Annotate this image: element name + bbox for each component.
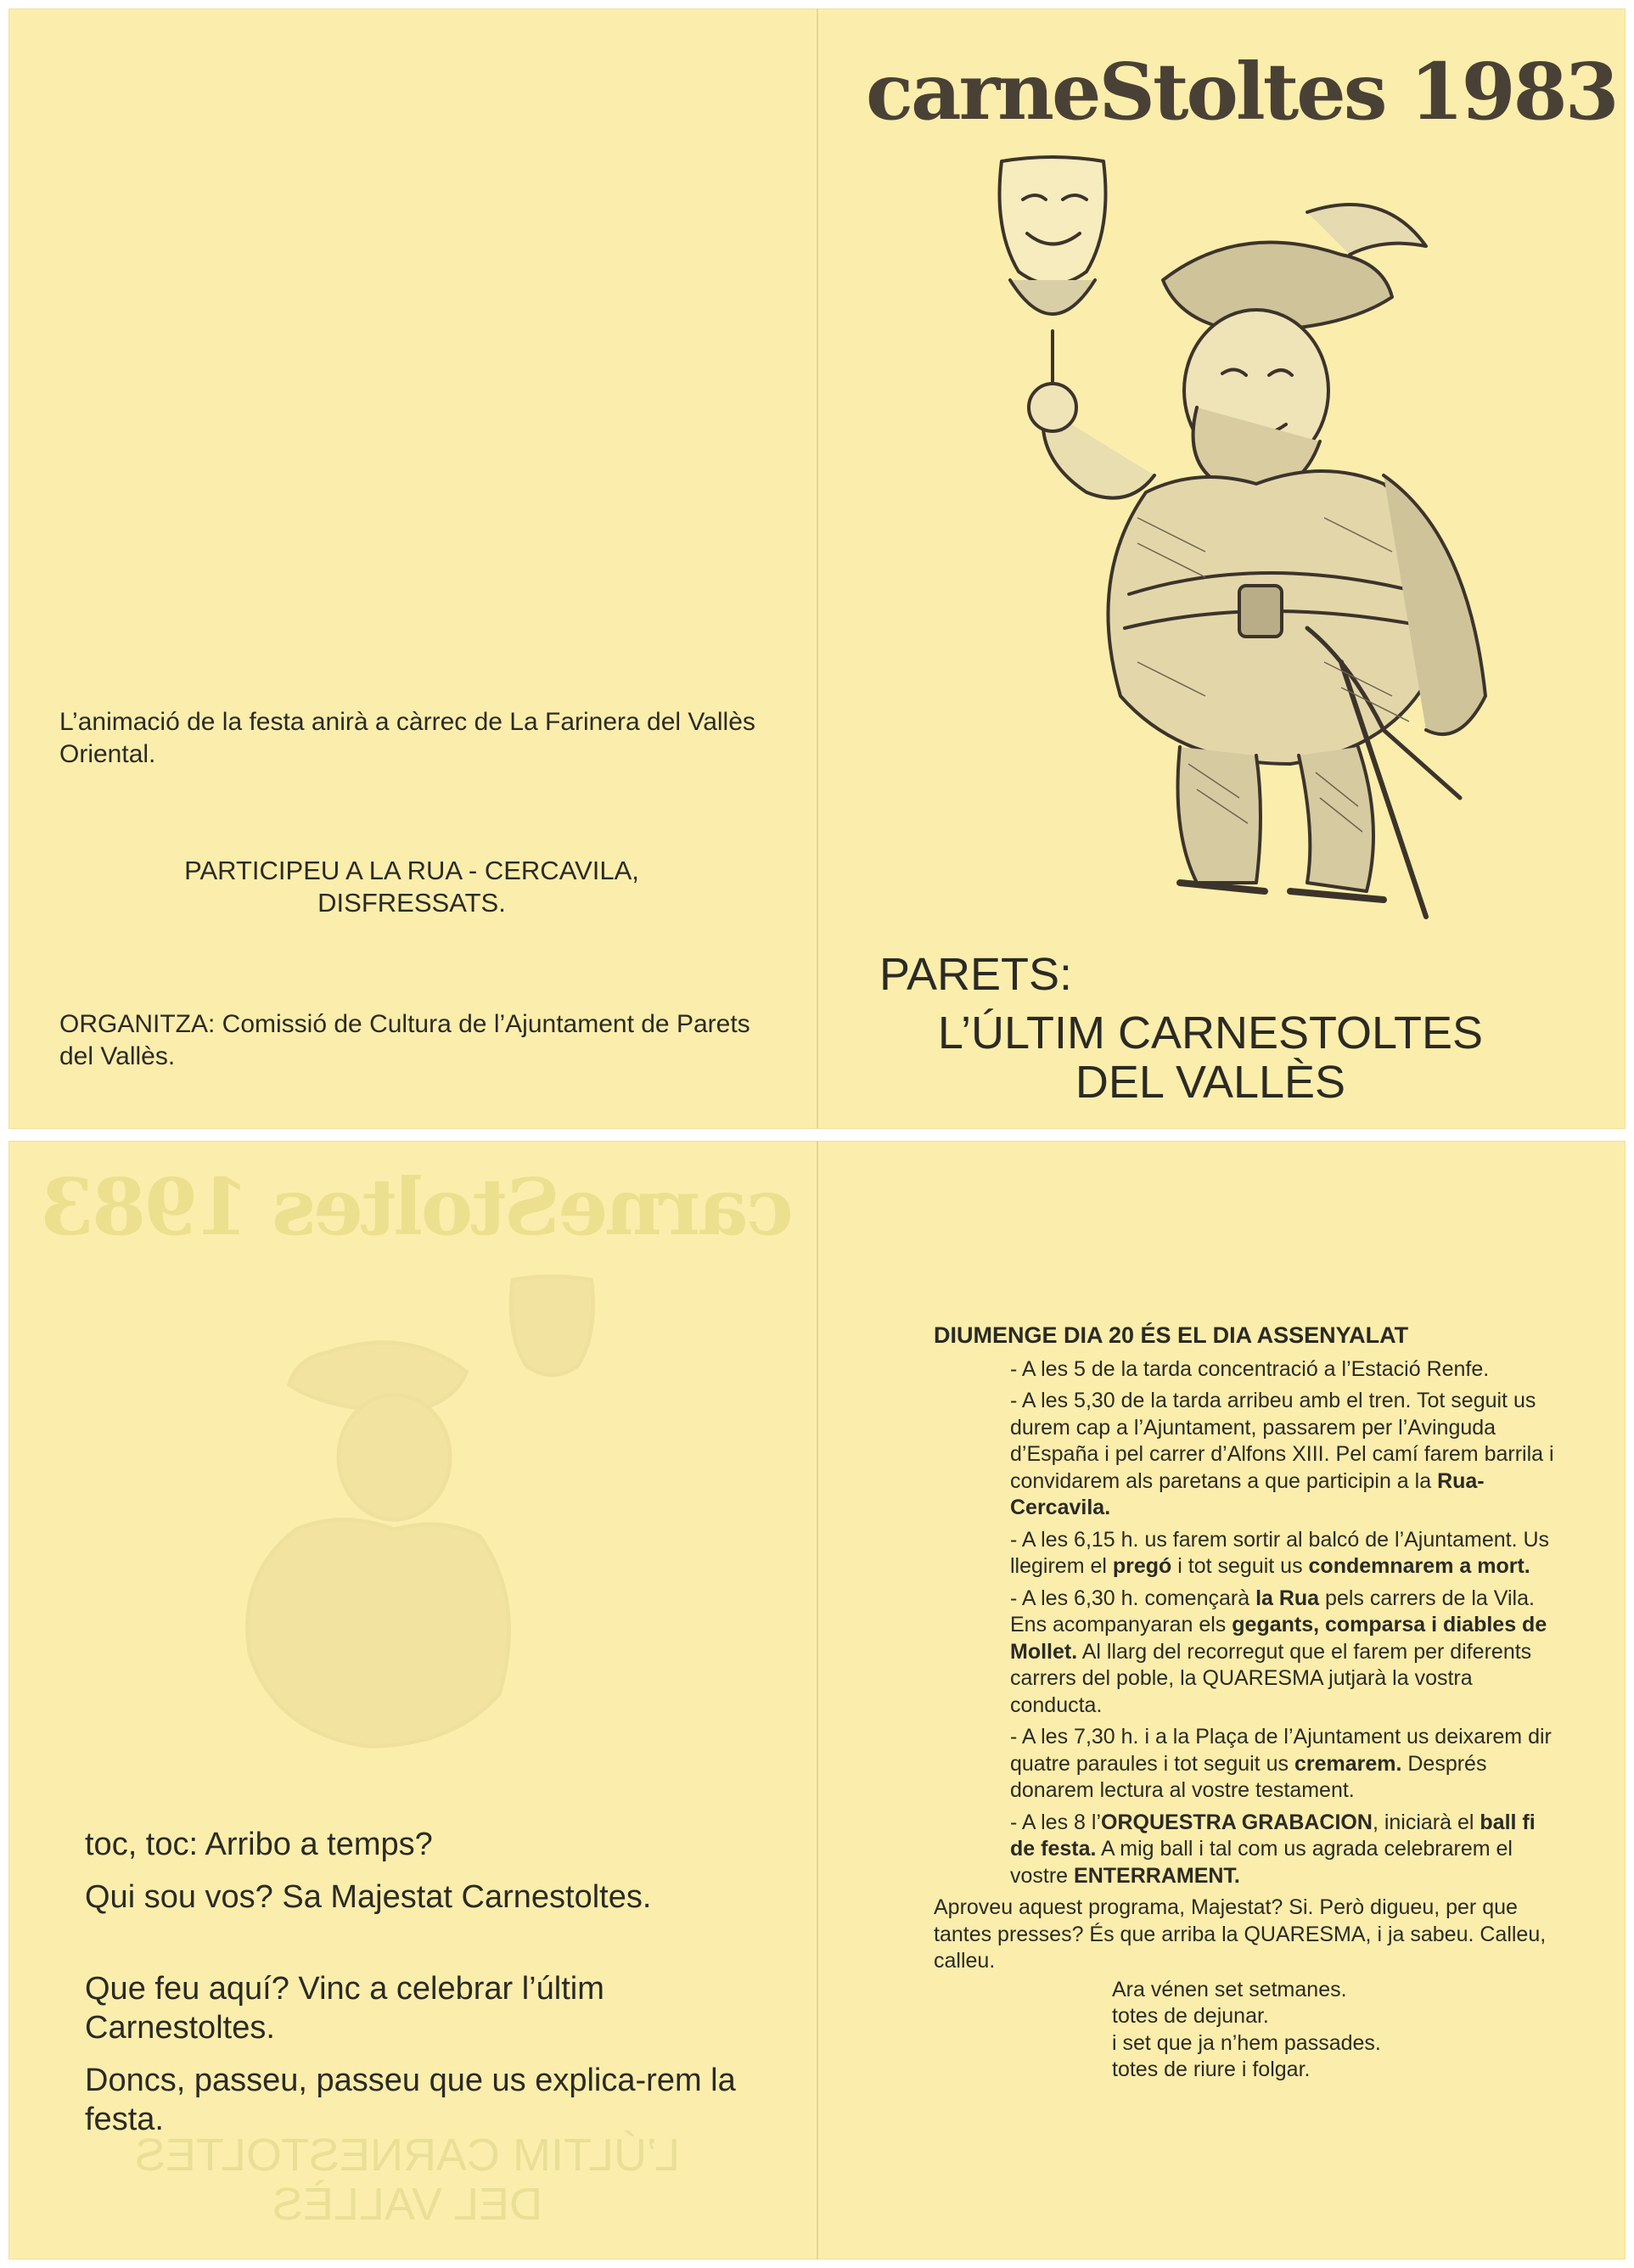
dialogue-line: Que feu aquí? Vinc a celebrar l’últim Carnestoltes. <box>85 1971 604 2046</box>
program-bold: gegants, comparsa i diables de Mollet. <box>1010 1613 1547 1664</box>
program-text: l’ <box>1085 1810 1102 1834</box>
program-item <box>934 1527 1558 1580</box>
program-time: - A les 7,30 h. <box>1010 1725 1139 1749</box>
poem <box>1112 1977 1558 2084</box>
program-bold: Rua-Cercavila. <box>1010 1468 1485 1519</box>
parets-heading: PARETS: <box>879 949 1073 1000</box>
poem-line: Ara vénen set setmanes. <box>1112 1977 1347 2001</box>
participeu-line-1: PARTICIPEU A LA RUA - CERCAVILA, <box>184 856 639 885</box>
program-time: - A les 5 <box>1010 1356 1086 1381</box>
participeu-callout <box>59 855 764 919</box>
program-text: Després donarem lectura al vostre testament. <box>1010 1751 1487 1802</box>
program-bold: ENTERRAMENT. <box>1074 1863 1240 1888</box>
animacio-note: L’animació de la festa anirà a càrrec de La Farinera del Vallès Oriental. <box>59 708 755 768</box>
show-through-heading <box>76 2130 738 2229</box>
program-item <box>934 1810 1558 1890</box>
ultim-line-1: L’ÚLTIM CARNESTOLTES <box>937 1008 1484 1058</box>
show-through-title: carneStoltes 1983 <box>42 1161 794 1253</box>
program-time: - A les 6,15 h. <box>1010 1527 1139 1552</box>
program-bold: cremarem. <box>1294 1751 1402 1776</box>
participeu-line-2: DISFRESSATS. <box>317 888 506 918</box>
program-text: començarà <box>1138 1586 1256 1610</box>
program-bold: ball fi de festa. <box>1010 1810 1536 1861</box>
program-text: de la tarda arribeu amb el tren. Tot seguit us durem cap a l’Ajuntament, passarem per l’Avinguda d’España i pel carrer d’Alfons XIII. Pel camí farem barrila i convidarem als paretans a que participin a la <box>1010 1389 1554 1493</box>
program-text: Al llarg del recorregut que el farem per diferents carrers del poble, la QUARESMA jutjarà la vostra conducta. <box>1010 1639 1532 1717</box>
program-bold: pregó <box>1112 1554 1172 1578</box>
program-heading: DIUMENGE DIA 20 ÉS EL DIA ASSENYALAT <box>934 1322 1409 1348</box>
program-item <box>934 1586 1558 1720</box>
dialogue-line: Qui sou vos? Sa Majestat Carnestoltes. <box>85 1879 652 1915</box>
dialogue-line: Doncs, passeu, passeu que us explica-rem la festa. <box>85 2063 736 2137</box>
poster-title: carneStoltes 1983 <box>866 46 1617 138</box>
show-through-illustration-icon <box>187 1273 628 1884</box>
program-item <box>934 1388 1558 1522</box>
program-time: - A les 6,30 h. <box>1010 1586 1139 1610</box>
show-through-line-2: DEL VALLÈS <box>272 2179 543 2230</box>
program-item <box>934 1356 1558 1384</box>
program-bold: ORQUESTRA GRABACION <box>1101 1810 1373 1834</box>
dialogue-line: toc, toc: Arribo a temps? <box>85 1827 433 1862</box>
program-text: us farem sortir al balcó de l’Ajuntament. Us llegirem el <box>1010 1527 1550 1578</box>
program-text: , iniciarà el <box>1372 1810 1480 1834</box>
organitza-credit: ORGANITZA: Comissió de Cultura de l’Ajuntament de Parets del Vallès. <box>59 1010 750 1070</box>
poem-line: totes de dejunar. <box>1112 2004 1269 2028</box>
poem-line: i set que ja n’hem passades. <box>1112 2030 1381 2055</box>
carnival-king-illustration-icon <box>985 153 1494 942</box>
aproveu-paragraph: Aproveu aquest programa, Majestat? Si. Però digueu, per que tantes presses? És que arriba la QUARESMA, i ja sabeu. Calleu, calleu. <box>934 1895 1547 1973</box>
program-text: de la tarda concentració a l’Estació Renfe. <box>1085 1356 1490 1381</box>
program-time: - A les 5,30 <box>1010 1389 1115 1412</box>
poem-line: totes de riure i folgar. <box>1112 2057 1311 2081</box>
ultim-line-2: DEL VALLÈS <box>1075 1057 1346 1108</box>
program-text: A mig ball i tal com us agrada celebrarem el vostre <box>1010 1837 1513 1888</box>
program-text: i tot seguit us <box>1171 1554 1309 1578</box>
program-schedule <box>934 1322 1558 2084</box>
ultim-carnestoltes-heading <box>879 1008 1541 1107</box>
program-bold: la Rua <box>1255 1586 1320 1610</box>
program-text: i a la Plaça de l’Ajuntament us deixarem dir quatre paraules i tot seguit us <box>1010 1725 1552 1776</box>
program-time: - A les 8 <box>1010 1810 1086 1834</box>
program-item <box>934 1724 1558 1805</box>
fold-line <box>817 1141 818 2260</box>
fold-line <box>817 8 818 1129</box>
show-through-line-1: L’ÚLTIM CARNESTOLTES <box>134 2130 681 2181</box>
program-text: pels carrers de la Vila. Ens acompanyaran els <box>1010 1586 1535 1636</box>
program-bold: condemnarem a mort. <box>1308 1554 1530 1578</box>
